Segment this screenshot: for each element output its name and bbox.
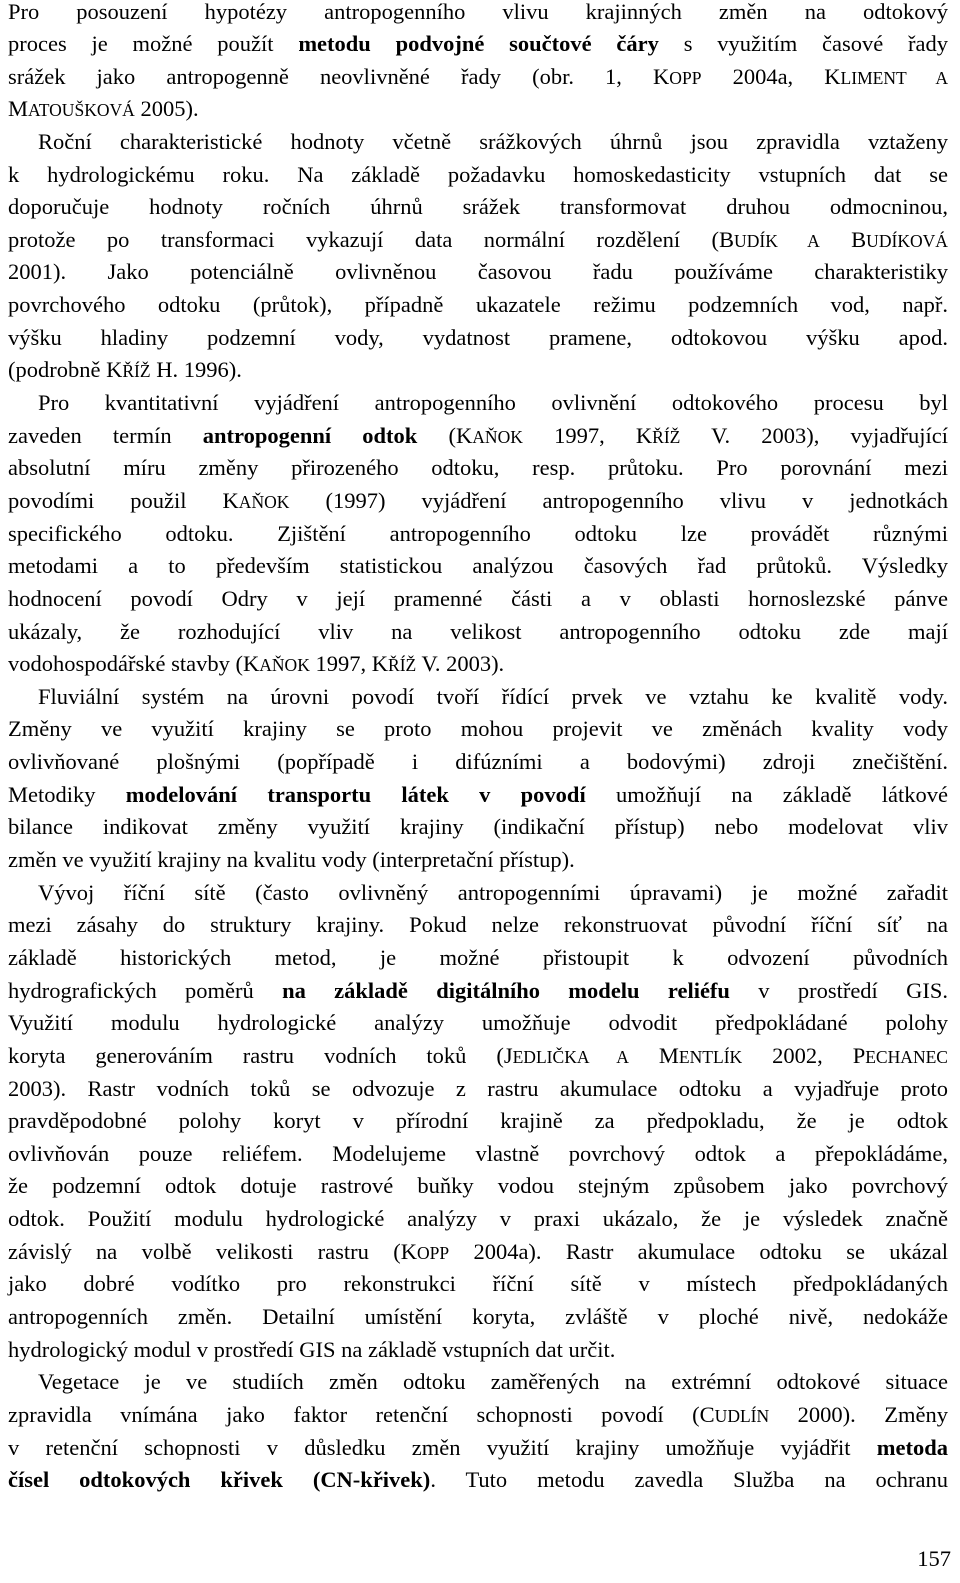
text-run: 2005). xyxy=(134,96,199,122)
text-line xyxy=(8,518,948,551)
text-run: hydrografických poměrů xyxy=(8,977,283,1003)
text-line xyxy=(8,61,948,94)
text-run: zaveden termín xyxy=(8,422,203,448)
text-line xyxy=(8,354,948,387)
text-run: ŘÍŽ xyxy=(122,361,151,382)
text-run: UDÍKOVÁ xyxy=(866,230,948,251)
text-run: ovlivňované plošnými (popřípadě i difúzními a bodovými) zdroji znečištění. xyxy=(8,749,948,775)
text-run: odtok. Použití modulu hydrologické analýzy v praxi ukázalo, že je výsledek značně xyxy=(8,1206,948,1232)
text-run: UDLÍN xyxy=(714,1405,770,1426)
paragraph-p4 xyxy=(8,681,948,877)
text-run: 2001). Jako potenciálně ovlivněnou časovou řadu používáme charakteristiky xyxy=(8,259,948,285)
text-run: 2002, P xyxy=(742,1042,866,1068)
bold-term: metodu podvojné součtové čáry xyxy=(298,31,659,56)
text-line xyxy=(8,191,948,224)
text-run: v prostředí GIS. xyxy=(729,977,949,1003)
text-run: proces je možné použít xyxy=(8,31,299,56)
text-run: bilance indikovat změny využití krajiny (indikační přístup) nebo modelovat vliv xyxy=(8,814,948,840)
text-line xyxy=(8,93,948,126)
text-run: ŘÍŽ xyxy=(652,426,681,447)
text-line xyxy=(8,713,948,746)
text-line xyxy=(8,256,948,289)
text-run: ukázaly, že rozhodující vliv na velikost antropogenního odtoku zde mají xyxy=(8,618,948,644)
text-run: H. 1996). xyxy=(150,357,242,383)
text-run: hydrologický modul v prostředí GIS na základě vstupních dat určit. xyxy=(8,1336,616,1362)
text-line xyxy=(8,289,948,322)
text-line xyxy=(8,975,948,1008)
text-line xyxy=(8,779,948,812)
text-line xyxy=(8,452,948,485)
text-run: ECHANEC xyxy=(865,1046,949,1067)
text-run: M xyxy=(628,1042,679,1068)
text-run: hodnocení povodí Odry v její pramenné části a v oblasti hornoslezské pánve xyxy=(8,585,948,611)
bold-term: na základě digitálního modelu reliéfu xyxy=(282,977,730,1003)
text-line xyxy=(8,583,948,616)
text-run: (podrobně K xyxy=(8,357,123,383)
paragraph-p6 xyxy=(8,1366,948,1497)
text-line xyxy=(8,126,948,159)
text-run: 1997, K xyxy=(522,422,653,448)
text-line xyxy=(8,746,948,779)
text-run: 2000). Změny xyxy=(769,1401,948,1427)
text-run: AŇOK xyxy=(472,426,523,447)
text-run: metodami a to především statistickou analýzou časových řad průtoků. Výsledky xyxy=(8,553,948,579)
text-run: (1997) vyjádření antropogenního vlivu v jednotkách xyxy=(289,487,948,513)
bold-term: metoda xyxy=(876,1434,948,1460)
text-line xyxy=(8,159,948,192)
text-run: UDÍK A xyxy=(734,230,820,251)
text-line xyxy=(8,681,948,714)
text-run: 2004a, K xyxy=(701,63,841,89)
text-run: Pro posouzení hypotézy antropogenního vlivu krajinných změn na odtokový xyxy=(8,0,948,24)
text-run: doporučuje hodnoty ročních úhrnů srážek transformovat druhou odmocninou, xyxy=(8,194,948,220)
text-line xyxy=(8,616,948,649)
text-run: V. 2003). xyxy=(416,651,505,677)
text-run: koryta generováním rastru vodních toků (J xyxy=(8,1042,513,1068)
text-run: absolutní míru změny přirozeného odtoku, resp. průtoku. Pro porovnání mezi xyxy=(8,455,948,481)
text-run: ŘÍŽ xyxy=(388,655,417,676)
text-line xyxy=(8,648,948,681)
text-line xyxy=(8,550,948,583)
text-run: jako dobré vodítko pro rekonstrukci říční sítě v místech předpokládaných xyxy=(8,1271,948,1297)
paragraph-p5 xyxy=(8,877,948,1367)
text-run: V. 2003), vyjadřující xyxy=(680,422,949,448)
text-run: (K xyxy=(417,422,473,448)
text-line xyxy=(8,1073,948,1106)
text-line xyxy=(8,1236,948,1269)
text-line xyxy=(8,1040,948,1073)
text-run: Změny ve využití krajiny se proto mohou projevit ve změnách kvality vody xyxy=(8,716,948,742)
text-run: Fluviální systém na úrovni povodí tvoří řídící prvek ve vztahu ke kvalitě vody. xyxy=(38,683,948,709)
text-run: M xyxy=(8,96,29,122)
text-run: závislý na volbě velikosti rastru (K xyxy=(8,1238,417,1264)
text-line xyxy=(8,1366,948,1399)
text-run: 2003). Rastr vodních toků se odvozuje z rastru akumulace odtoku a vyjadřuje proto xyxy=(8,1075,948,1101)
text-line xyxy=(8,1399,948,1432)
text-run: mezi zásahy do struktury krajiny. Pokud nelze rekonstruovat původní říční síť na xyxy=(8,912,948,938)
text-line xyxy=(8,811,948,844)
paragraph-p1 xyxy=(8,0,948,126)
text-line xyxy=(8,1268,948,1301)
text-run: OPP xyxy=(669,67,702,88)
text-run: AŇOK xyxy=(259,655,310,676)
text-run: 1997, K xyxy=(309,651,388,677)
text-run: LIMENT A xyxy=(840,67,948,88)
text-line xyxy=(8,1203,948,1236)
text-line xyxy=(8,485,948,518)
text-run: Vegetace je ve studiích změn odtoku zaměřených na extrémní odtokové situace xyxy=(38,1369,948,1395)
text-run: zpravidla vnímána jako faktor retenční schopnosti povodí (C xyxy=(8,1401,715,1427)
text-run: základě historických metod, je možné přistoupit k odvození původních xyxy=(8,944,948,970)
paragraph-p3 xyxy=(8,387,948,681)
text-line xyxy=(8,844,948,877)
text-run: 2004a). Rastr akumulace odtoku se ukázal xyxy=(449,1238,948,1264)
text-line xyxy=(8,1432,948,1465)
text-run: že podzemní odtok dotuje rastrové buňky vodou stejným způsobem jako povrchový xyxy=(8,1173,948,1199)
text-run: srážek jako antropogenně neovlivněné řady (obr. 1, K xyxy=(8,63,670,89)
text-line xyxy=(8,1007,948,1040)
text-line xyxy=(8,28,948,61)
text-line xyxy=(8,1301,948,1334)
text-line xyxy=(8,420,948,453)
text-run: ovlivňován pouze reliéfem. Modelujeme vlastně povrchový odtok a přepokládáme, xyxy=(8,1140,948,1166)
text-run: s využitím časové řady xyxy=(658,31,948,56)
text-run: výšku hladiny podzemní vody, vydatnost pramene, odtokovou výšku apod. xyxy=(8,324,948,350)
text-run: antropogenních změn. Detailní umístění koryta, zvláště v ploché nivě, nedokáže xyxy=(8,1303,948,1329)
text-run: umožňují na základě látkové xyxy=(585,781,948,807)
text-run: specifického odtoku. Zjištění antropogenního odtoku lze provádět různými xyxy=(8,520,948,546)
text-line xyxy=(8,1138,948,1171)
text-run: Využití modulu hydrologické analýzy umožňuje odvodit předpokládané polohy xyxy=(8,1010,948,1036)
text-run: protože po transformaci vykazují data normální rozdělení (B xyxy=(8,226,735,252)
text-run: pravděpodobné polohy koryt v přírodní krajině za předpokladu, že je odtok xyxy=(8,1108,948,1134)
paragraph-p2 xyxy=(8,126,948,387)
text-run: Roční charakteristické hodnoty včetně srážkových úhrnů jsou zpravidla vztaženy xyxy=(38,128,948,154)
text-run: vodohospodářské stavby (K xyxy=(8,651,260,677)
text-line xyxy=(8,322,948,355)
text-line xyxy=(8,1464,948,1497)
text-line xyxy=(8,0,948,28)
text-run: k hydrologickému roku. Na základě požadavku homoskedasticity vstupních dat se xyxy=(8,161,948,187)
text-run: povrchového odtoku (průtok), případně ukazatele režimu podzemních vod, např. xyxy=(8,292,948,318)
bold-term: modelování transportu látek v povodí xyxy=(125,781,586,807)
text-run: ENTLÍK xyxy=(678,1046,743,1067)
text-line xyxy=(8,387,948,420)
text-run: OPP xyxy=(416,1242,450,1263)
text-run: ATOUŠKOVÁ xyxy=(28,100,135,121)
page-number: 157 xyxy=(917,1546,951,1571)
bold-term: antropogenní odtok xyxy=(202,422,418,448)
text-run: B xyxy=(819,226,867,252)
text-line xyxy=(8,877,948,910)
text-line xyxy=(8,1105,948,1138)
text-run: povodími použil K xyxy=(8,487,239,513)
text-line xyxy=(8,942,948,975)
text-run: EDLIČKA A xyxy=(512,1046,629,1067)
text-line xyxy=(8,1334,948,1367)
text-run: v retenční schopnosti v důsledku změn využití krajiny umožňuje vyjádřit xyxy=(8,1434,877,1460)
text-line xyxy=(8,1170,948,1203)
document-page xyxy=(8,0,948,1497)
text-run: Metodiky xyxy=(8,781,126,807)
text-run: . Tuto metodu zavedla Služba na ochranu xyxy=(430,1467,948,1493)
bold-term: čísel odtokových křivek (CN-křivek) xyxy=(8,1467,431,1493)
text-run: AŇOK xyxy=(238,491,290,512)
text-line xyxy=(8,224,948,257)
text-line xyxy=(8,909,948,942)
text-run: změn ve využití krajiny na kvalitu vody (interpretační přístup). xyxy=(8,847,575,873)
text-run: Pro kvantitativní vyjádření antropogenního ovlivnění odtokového procesu byl xyxy=(38,390,948,416)
text-run: Vývoj říční sítě (často ovlivněný antropogenními úpravami) je možné zařadit xyxy=(38,879,948,905)
